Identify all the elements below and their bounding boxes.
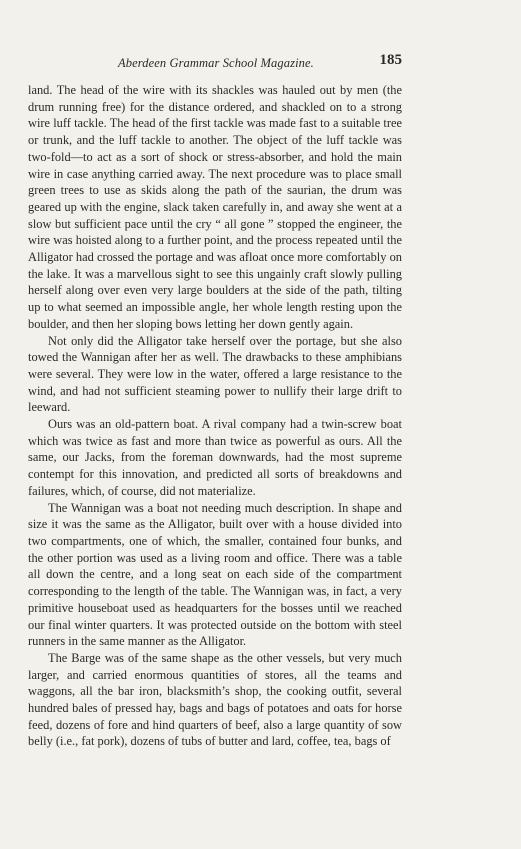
paragraph: The Wannigan was a boat not needing much description. In shape and size it was the same as the Alligator, built over with a house divided into two compartments, one of which, the smaller, contained four bunks, and the other portion was used as a living room and office. There was a table all down the centre, and a long seat on each side of the compartment corresponding to the length of the table. The Wannigan was, in fact, a very primitive houseboat used as headquarters for the bosses until we reached our final winter quarters. It was protected outside on the bottom with steel runners in the same manner as the Alligator. xyxy=(28,500,402,649)
paragraph: Not only did the Alligator take herself over the portage, but she also towed the Wannigan after her as well. The drawbacks to these amphibians were several. They were low in the water, offered a large resistance to the wind, and had not sufficient steaming power to nullify their large drift to leeward. xyxy=(28,333,402,415)
page-number: 185 xyxy=(379,52,402,68)
magazine-title: Aberdeen Grammar School Magazine. xyxy=(118,56,314,70)
running-header xyxy=(28,52,402,74)
paragraph: land. The head of the wire with its shackles was hauled out by men (the drum running free) for the distance ordered, and shackled on to a strong wire luff tackle. The head of the first tackle was made fast to a suitable tree or trunk, and the luff tackle to another. The object of the luff tackle was two-fold—to act as a sort of shock or stress-absorber, and hold the main wire in case anything carried away. The next procedure was to place small green trees to use as skids along the path of the saurian, the drum was geared up with the engine, slack taken carefully in, and away she went at a slow but sufficient pace until the cry “ all gone ” stopped the engineer, the wire was hoisted along to a further point, and the process repeated until the Alligator had crossed the portage and was afloat once more comfortably on the lake. It was a marvellous sight to see this ungainly craft slowly pulling herself along over even very large boulders at the side of the path, tilting up to what seemed an impossible angle, her whole length resting upon the boulder, and then her sloping bows letting her down gently again. xyxy=(28,83,402,331)
paragraph: The Barge was of the same shape as the other vessels, but very much larger, and carried enormous quantities of stores, all the teams and waggons, all the bar iron, blacksmith’s shop, the cooking outfit, several hundred bales of pressed hay, bags and bags of potatoes and oats for horse feed, dozens of fore and hind quarters of beef, also a large quantity of sow belly (i.e., fat pork), dozens of tubs of butter and lard, coffee, tea, bags of xyxy=(28,650,402,749)
paragraph: Ours was an old-pattern boat. A rival company had a twin-screw boat which was twice as fast and more than twice as powerful as ours. All the same, our Jacks, from the foreman downwards, had the most supreme contempt for this innovation, and predicted all sorts of breakdowns and failures, which, of course, did not materialize. xyxy=(28,417,402,498)
article-body xyxy=(28,82,402,750)
